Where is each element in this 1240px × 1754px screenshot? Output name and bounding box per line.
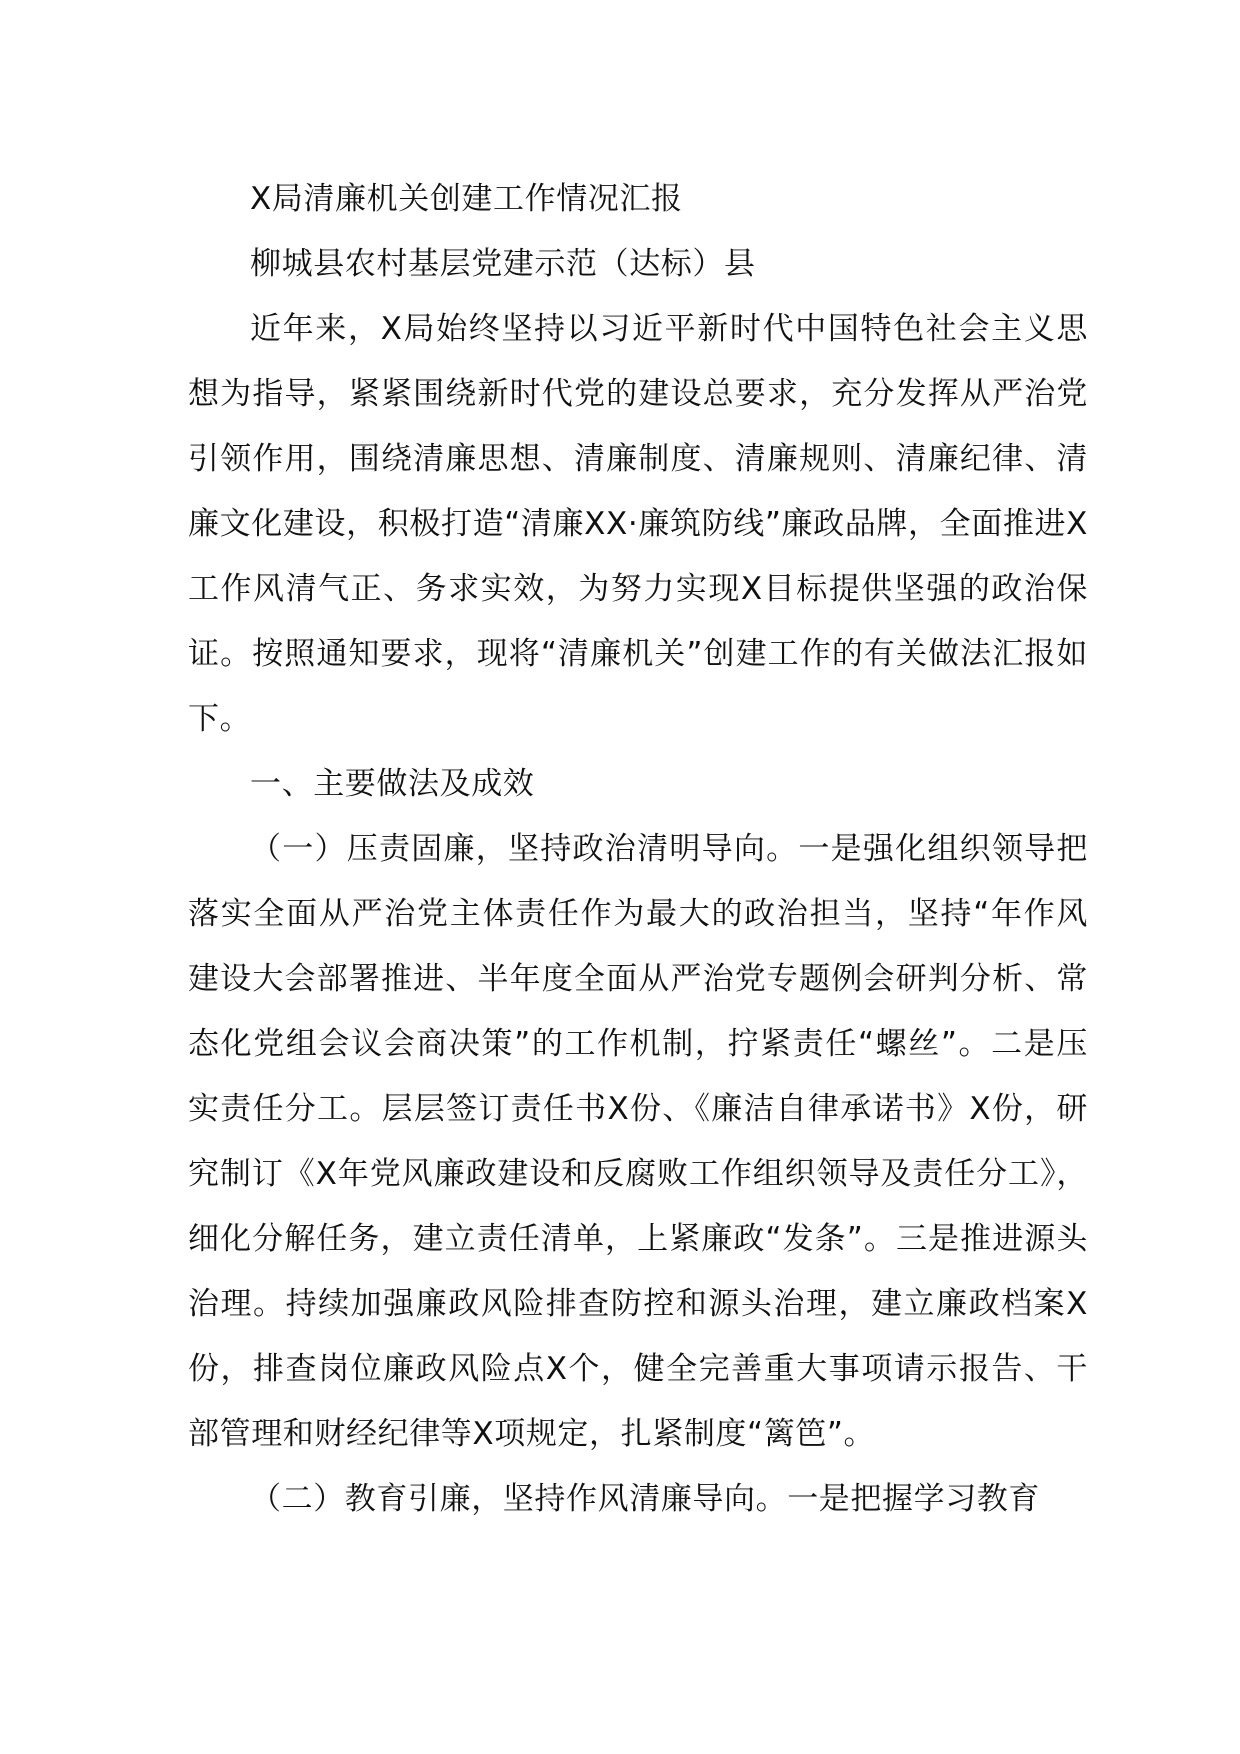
document-body [188, 167, 1088, 1532]
paragraph-subsection-2: （二）教育引廉，坚持作风清廉导向。一是把握学习教育 [250, 1481, 1040, 1517]
section-heading-main-practices: 一、主要做法及成效 [250, 766, 535, 802]
document-subtitle: 柳城县农村基层党建示范（达标）县 [250, 246, 756, 282]
document-title: X局清廉机关创建工作情况汇报 [250, 181, 683, 217]
paragraph-subsection-1: （一）压责固廉，坚持政治清明导向。一是强化组织领导把落实全面从严治党主体责任作为最大的政治担当，坚持“年作风建设大会部署推进、半年度全面从严治党专题例会研判分析、常态化党组会议会商决策”的工作机制，拧紧责任“螺丝”。二是压实责任分工。层层签订责任书X份、《廉洁自律承诺书》X份，研究制订《X年党风廉政建设和反腐败工作组织领导及责任分工》，细化分解任务，建立责任清单，上紧廉政“发条”。三是推进源头治理。持续加强廉政风险排查防控和源头治理，建立廉政档案X份，排查岗位廉政风险点X个，健全完善重大事项请示报告、干部管理和财经纪律等X项规定，扎紧制度“篱笆”。 [188, 831, 1088, 1452]
paragraph-intro: 近年来，X局始终坚持以习近平新时代中国特色社会主义思想为指导，紧紧围绕新时代党的建设总要求，充分发挥从严治党引领作用，围绕清廉思想、清廉制度、清廉规则、清廉纪律、清廉文化建设，积极打造“清廉XX·廉筑防线”廉政品牌，全面推进X工作风清气正、务求实效，为努力实现X目标提供坚强的政治保证。按照通知要求，现将“清廉机关”创建工作的有关做法汇报如下。 [188, 311, 1088, 737]
